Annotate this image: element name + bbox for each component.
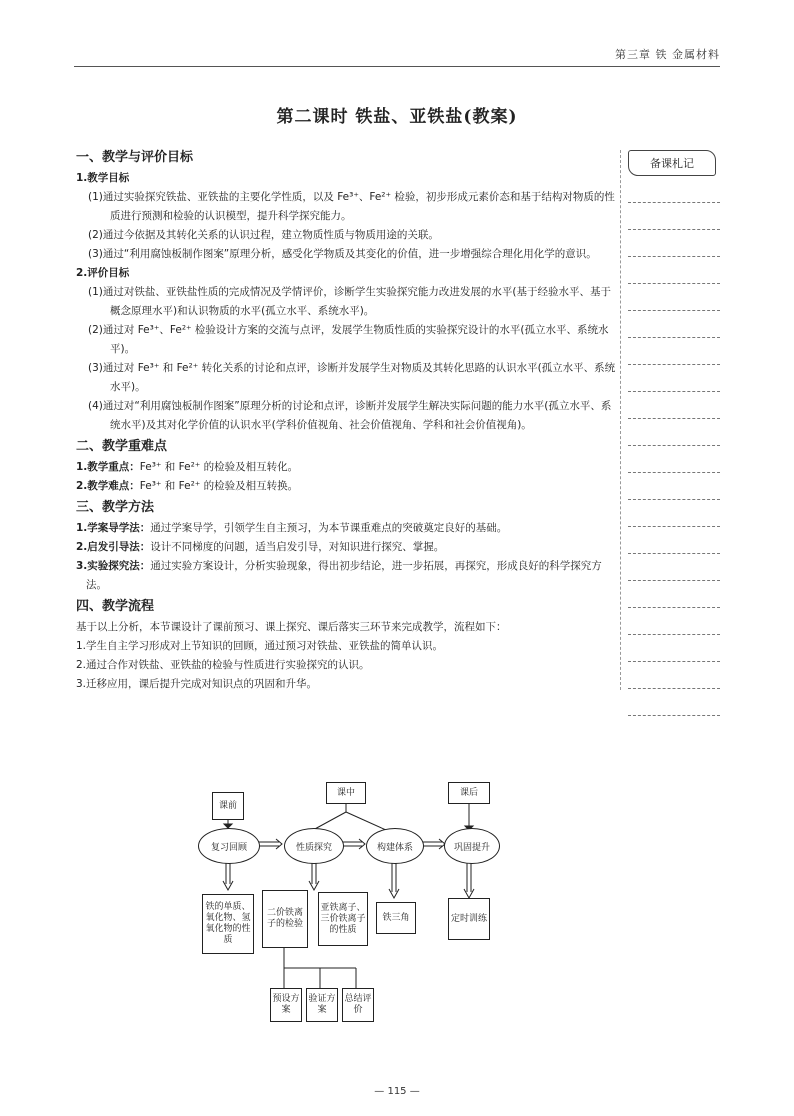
eval-item: (1)通过对铁盐、亚铁盐性质的完成情况及学情评价，诊断学生实验探究能力改进发展的水平(基于经验水平、基于概念原理水平)和认识物质的水平(孤立水平、系统水平)。: [88, 286, 611, 317]
triangle-box: 铁三角: [376, 902, 416, 934]
ion-props-box: 亚铁离子、三价铁离子的性质: [318, 892, 368, 946]
post-class-box: 课后: [448, 782, 490, 804]
note-line: [628, 176, 720, 203]
teaching-flowchart: [186, 780, 506, 1030]
method-item: 3.实验探究法：通过实验方案设计，分析实验现象，得出初步结论，进一步拓展，再探究，形成良好的科学探究方法。: [76, 560, 602, 591]
note-line: [628, 392, 720, 419]
timed-training-box: 定时训练: [448, 898, 490, 940]
note-line: [628, 608, 720, 635]
system-node: 构建体系: [366, 828, 424, 864]
method-item: 1.学案导学法：通过学案导学，引领学生自主预习，为本节课重难点的突破奠定良好的基础。: [76, 522, 508, 534]
flow-step: 2.通过合作对铁盐、亚铁盐的检验与性质进行实验探究的认识。: [76, 659, 370, 671]
note-line: [628, 230, 720, 257]
note-line: [628, 419, 720, 446]
verify-plan-box: 验证方案: [306, 988, 338, 1022]
notes-sidebar: [628, 150, 720, 716]
eval-item: (4)通过对“利用腐蚀板制作图案”原理分析的讨论和点评，诊断并发展学生解决实际问题的能力水平(孤立水平、系统水平)及其对化学价值的认识水平(学科价值视角、社会价值视角、学科和社会价值视角)。: [88, 400, 612, 431]
running-header: 第三章 铁 金属材料: [615, 48, 720, 61]
flow-step: 3.迁移应用，课后提升完成对知识点的巩固和升华。: [76, 678, 318, 690]
note-line: [628, 257, 720, 284]
note-line: [628, 554, 720, 581]
note-line: [628, 527, 720, 554]
note-line: [628, 203, 720, 230]
method-item: 2.启发引导法：设计不同梯度的问题，适当启发引导，对知识进行探究、掌握。: [76, 541, 445, 553]
keypoint-item: 2.教学难点：Fe³⁺ 和 Fe²⁺ 的检验及相互转换。: [76, 480, 299, 492]
note-line: [628, 446, 720, 473]
note-line: [628, 662, 720, 689]
detection-box: 二价铁离子的检验: [262, 890, 308, 948]
subheading-eval-goals: 2.评价目标: [76, 267, 130, 279]
page-number: — 115 —: [374, 1086, 420, 1097]
in-class-box: 课中: [326, 782, 366, 804]
summary-box: 总结评价: [342, 988, 374, 1022]
keypoint-item: 1.教学重点：Fe³⁺ 和 Fe²⁺ 的检验及相互转化。: [76, 461, 299, 473]
goal-item: (1)通过实验探究铁盐、亚铁盐的主要化学性质，以及 Fe³⁺、Fe²⁺ 检验，初步形成元素价态和基于结构对物质的性质进行预测和检验的认识模型，提升科学探究能力。: [88, 191, 615, 222]
note-line: [628, 365, 720, 392]
header-rule: [74, 66, 720, 67]
section-heading-1: 一、教学与评价目标: [76, 150, 194, 165]
sidebar-divider: [620, 150, 621, 690]
goal-item: (2)通过今依据及其转化关系的认识过程，建立物质性质与物质用途的关联。: [88, 229, 439, 241]
props-box: 铁的单质、氧化物、氢氧化物的性质: [202, 894, 254, 954]
note-line: [628, 635, 720, 662]
lift-node: 巩固提升: [444, 828, 500, 864]
preset-plan-box: 预设方案: [270, 988, 302, 1022]
note-line: [628, 338, 720, 365]
notes-badge: 备课札记: [628, 150, 716, 176]
note-line: [628, 311, 720, 338]
flow-step: 1.学生自主学习形成对上节知识的回顾，通过预习对铁盐、亚铁盐的简单认识。: [76, 640, 444, 652]
flow-intro: 基于以上分析，本节课设计了课前预习、课上探究、课后落实三环节来完成教学，流程如下：: [76, 621, 507, 633]
eval-item: (3)通过对 Fe³⁺ 和 Fe²⁺ 转化关系的讨论和点评，诊断并发展学生对物质及其转化思路的认识水平(孤立水平、系统水平)。: [88, 362, 616, 393]
section-heading-3: 三、教学方法: [76, 500, 155, 515]
main-content: [76, 146, 616, 694]
explore-node: 性质探究: [284, 828, 344, 864]
goal-item: (3)通过“利用腐蚀板制作图案”原理分析，感受化学物质及其变化的价值，进一步增强综合理化用化学的意识。: [88, 248, 597, 260]
page-title: 第二课时 铁盐、亚铁盐(教案): [276, 107, 518, 127]
note-line: [628, 689, 720, 716]
pre-class-box: 课前: [212, 792, 244, 820]
section-heading-4: 四、教学流程: [76, 599, 155, 614]
note-line: [628, 500, 720, 527]
section-heading-2: 二、教学重难点: [76, 439, 168, 454]
note-line: [628, 581, 720, 608]
note-line: [628, 284, 720, 311]
note-line: [628, 473, 720, 500]
review-node: 复习回顾: [198, 828, 260, 864]
eval-item: (2)通过对 Fe³⁺、Fe²⁺ 检验设计方案的交流与点评，发展学生物质性质的实验探究设计的水平(孤立水平、系统水平)。: [88, 324, 609, 355]
subheading-teaching-goals: 1.教学目标: [76, 172, 130, 184]
